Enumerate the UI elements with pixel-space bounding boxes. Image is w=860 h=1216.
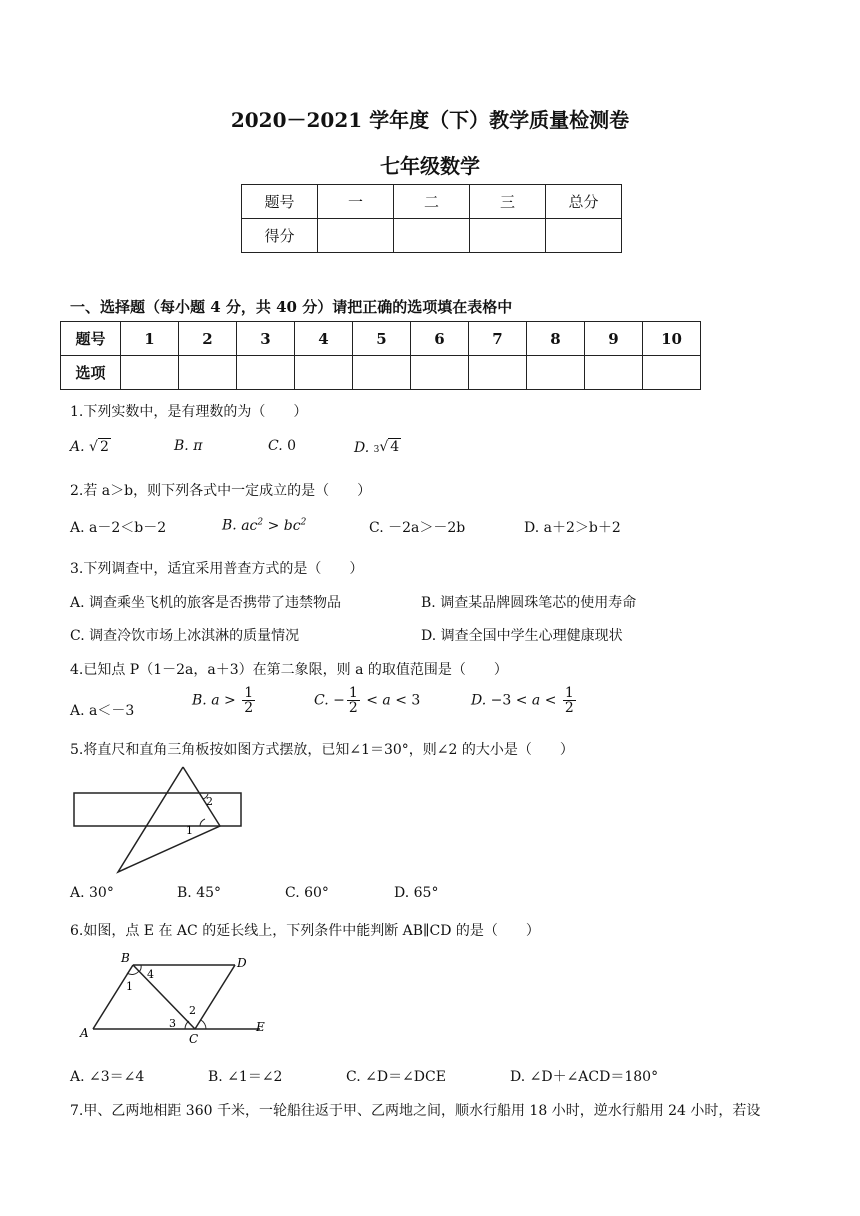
answer-cell[interactable] (585, 356, 643, 390)
score-row-label: 得分 (242, 219, 318, 253)
q3-stem: 3.下列调查中，适宜采用普查方式的是（ ） (70, 561, 364, 577)
q3-option-b[interactable]: B. 调查某品牌圆珠笔芯的使用寿命 (421, 595, 637, 611)
q1-option-c[interactable]: C. 0 (268, 438, 297, 454)
q2-stem: 2.若 a＞b，则下列各式中一定成立的是（ ） (70, 483, 372, 499)
q2-option-b[interactable]: B. $ac^2 > bc^2$ (222, 517, 307, 534)
answer-number: 4 (295, 322, 353, 356)
answer-cell[interactable] (353, 356, 411, 390)
answer-number: 6 (411, 322, 469, 356)
answer-row-label: 选项 (61, 356, 121, 390)
q1-option-b[interactable]: B. π (174, 438, 203, 454)
angle-3-label: 3 (169, 1017, 176, 1030)
fraction: $\frac{1}{2}$ (564, 685, 574, 716)
angle-1-label: 1 (126, 980, 133, 993)
q6-option-b[interactable]: B. ∠1＝∠2 (208, 1069, 283, 1085)
q1-option-d[interactable]: D. 3 √ 4 (354, 439, 400, 456)
answer-header-label: 题号 (61, 322, 121, 356)
score-header: 总分 (546, 185, 622, 219)
answer-number: 9 (585, 322, 643, 356)
line-bc (133, 965, 195, 1029)
answer-cell[interactable] (527, 356, 585, 390)
q6-option-d[interactable]: D. ∠D＋∠ACD＝180° (510, 1069, 659, 1085)
answer-cell[interactable] (237, 356, 295, 390)
q2-option-c[interactable]: C. －2a＞－2b (369, 520, 466, 536)
q6-option-c[interactable]: C. ∠D＝∠DCE (346, 1069, 446, 1085)
exam-subtitle: 七年级数学 (380, 154, 480, 178)
q5-option-c[interactable]: C. 60° (285, 885, 329, 901)
ruler-triangle-figure (70, 764, 255, 876)
q7-stem: 7.甲、乙两地相距 360 千米，一轮船往返于甲、乙两地之间，顺水行船用 18 小时，逆水行船用 24 小时，若设 (70, 1103, 761, 1119)
score-cell[interactable] (318, 219, 394, 253)
q6-stem: 6.如图，点 E 在 AC 的延长线上，下列条件中能判断 AB∥CD 的是（ ） (70, 923, 540, 939)
point-e-label: E (256, 1020, 265, 1034)
answer-number: 3 (237, 322, 295, 356)
answer-number: 8 (527, 322, 585, 356)
score-cell[interactable] (394, 219, 470, 253)
score-header: 三 (470, 185, 546, 219)
line-cd (195, 965, 235, 1029)
angle-2-label: 2 (206, 795, 213, 808)
q4-option-d[interactable]: D. −3 < a < $\frac{1}{2}$ (471, 685, 574, 716)
q5-option-b[interactable]: B. 45° (177, 885, 222, 901)
exam-title: 2020－2021 学年度（下）教学质量检测卷 (230, 108, 630, 132)
answer-number: 1 (121, 322, 179, 356)
q4-option-a[interactable]: A. a＜－3 (70, 703, 135, 719)
angle-2-label: 2 (189, 1004, 196, 1017)
angle-2-arc (201, 1020, 206, 1029)
angle-1-arc (200, 819, 205, 826)
answer-number: 10 (643, 322, 701, 356)
score-cell[interactable] (470, 219, 546, 253)
q3-option-a[interactable]: A. 调查乘坐飞机的旅客是否携带了违禁物品 (70, 595, 342, 611)
cube-root-symbol: 3 √ 4 (373, 439, 400, 455)
q3-option-c[interactable]: C. 调查冷饮市场上冰淇淋的质量情况 (70, 628, 300, 644)
answer-cell[interactable] (643, 356, 701, 390)
point-a-label: A (80, 1026, 89, 1040)
fraction: $\frac{1}{2}$ (244, 685, 254, 716)
q2-option-d[interactable]: D. a＋2＞b＋2 (524, 520, 621, 536)
score-header: 二 (394, 185, 470, 219)
q5-option-a[interactable]: A. 30° (70, 885, 114, 901)
q3-option-d[interactable]: D. 调查全国中学生心理健康现状 (421, 628, 623, 644)
answer-number: 7 (469, 322, 527, 356)
q4-option-b[interactable]: B. a > $\frac{1}{2}$ (192, 685, 254, 716)
q4-option-c[interactable]: C. − $\frac{1}{2}$ < a < 3 (314, 685, 421, 716)
score-table (241, 184, 622, 253)
q2-b-expression: $ac^2 > bc^2$ (241, 517, 307, 534)
answer-cell[interactable] (179, 356, 237, 390)
answer-table (60, 321, 701, 390)
answer-cell[interactable] (469, 356, 527, 390)
answer-number: 2 (179, 322, 237, 356)
parallel-lines-figure (75, 947, 285, 1047)
line-ab (93, 965, 133, 1029)
q1-option-a[interactable]: A. √ 2 (70, 439, 109, 455)
point-c-label: C (189, 1032, 199, 1046)
q1-stem: 1.下列实数中，是有理数的为（ ） (70, 404, 308, 420)
answer-cell[interactable] (295, 356, 353, 390)
section-heading: 一、选择题（每小题 4 分，共 40 分）请把正确的选项填在表格中 (70, 298, 513, 316)
point-d-label: D (237, 956, 247, 970)
q4-stem: 4.已知点 P（1－2a，a＋3）在第二象限，则 a 的取值范围是（ ） (70, 662, 508, 678)
sqrt-symbol: √ 2 (89, 439, 109, 455)
q5-stem: 5.将直尺和直角三角板按如图方式摆放，已知∠1＝30°，则∠2 的大小是（ ） (70, 742, 574, 758)
q6-option-a[interactable]: A. ∠3＝∠4 (70, 1069, 145, 1085)
score-header: 题号 (242, 185, 318, 219)
fraction: $\frac{1}{2}$ (348, 685, 358, 716)
answer-cell[interactable] (121, 356, 179, 390)
point-b-label: B (121, 951, 130, 965)
score-header: 一 (318, 185, 394, 219)
score-cell[interactable] (546, 219, 622, 253)
angle-4-arc (139, 965, 141, 972)
angle-4-label: 4 (147, 968, 154, 981)
angle-1-label: 1 (186, 824, 193, 837)
q5-option-d[interactable]: D. 65° (394, 885, 439, 901)
answer-number: 5 (353, 322, 411, 356)
answer-cell[interactable] (411, 356, 469, 390)
q2-option-a[interactable]: A. a－2＜b－2 (70, 520, 167, 536)
